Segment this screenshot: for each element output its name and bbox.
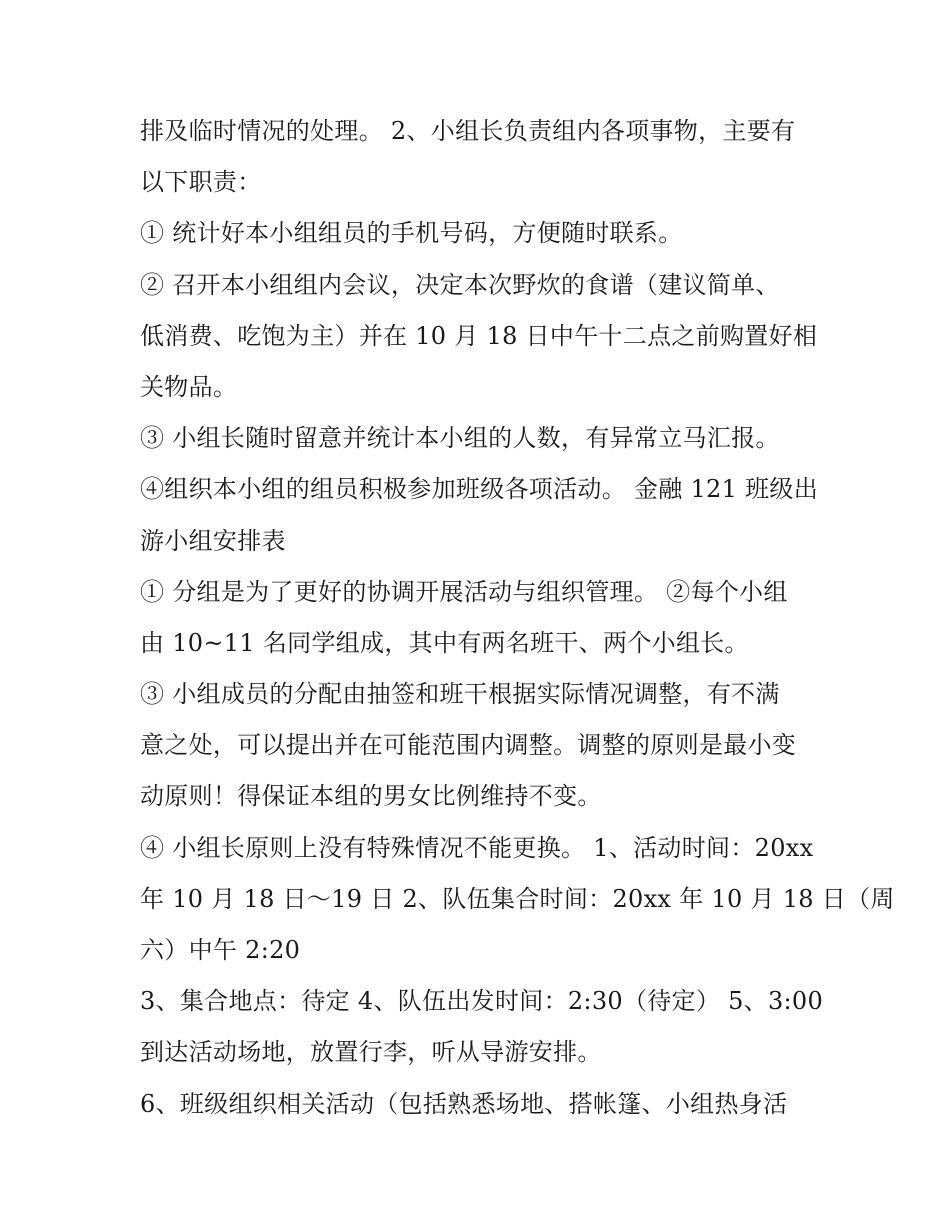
text-line-16: 年 10 月 18 日～19 日 2、队伍集合时间：20xx 年 10 月 18 日（周 bbox=[140, 884, 895, 913]
text-line-4: ② 召开本小组组内会议，决定本次野炊的食谱（建议简单、 bbox=[140, 270, 780, 299]
text-line-9: 游小组安排表 bbox=[140, 526, 286, 555]
text-line-13: 意之处，可以提出并在可能范围内调整。调整的原则是最小变 bbox=[140, 731, 797, 760]
text-line-19: 到达活动场地，放置行李，听从导游安排。 bbox=[140, 1038, 602, 1067]
text-line-5: 低消费、吃饱为主）并在 10 月 18 日中午十二点之前购置好相 bbox=[140, 321, 818, 350]
text-line-1: 排及临时情况的处理。 2、小组长负责组内各项事物，主要有 bbox=[140, 117, 796, 145]
text-line-15: ④ 小组长原则上没有特殊情况不能更换。 1、活动时间：20xx bbox=[140, 833, 814, 862]
text-line-3: ① 统计好本小组组员的手机号码，方便随时联系。 bbox=[140, 219, 683, 248]
text-line-10: ① 分组是为了更好的协调开展活动与组织管理。 ②每个小组 bbox=[140, 577, 788, 606]
text-line-8: ④组织本小组的组员积极参加班级各项活动。 金融 121 班级出 bbox=[140, 475, 818, 504]
document-body bbox=[140, 106, 895, 1130]
text-line-14: 动原则！得保证本组的男女比例维持不变。 bbox=[140, 782, 602, 811]
text-line-11: 由 10~11 名同学组成，其中有两名班干、两个小组长。 bbox=[140, 628, 749, 657]
text-line-20: 6、班级组织相关活动（包括熟悉场地、搭帐篷、小组热身活 bbox=[140, 1089, 788, 1118]
text-line-12: ③ 小组成员的分配由抽签和班干根据实际情况调整，有不满 bbox=[140, 680, 780, 709]
text-line-6: 关物品。 bbox=[140, 372, 238, 401]
text-line-18: 3、集合地点：待定 4、队伍出发时间：2:30（待定） 5、3:00 bbox=[140, 987, 824, 1016]
text-line-7: ③ 小组长随时留意并统计本小组的人数，有异常立马汇报。 bbox=[140, 424, 780, 453]
text-line-17: 六）中午 2:20 bbox=[140, 936, 301, 964]
text-line-2: 以下职责： bbox=[140, 168, 262, 197]
